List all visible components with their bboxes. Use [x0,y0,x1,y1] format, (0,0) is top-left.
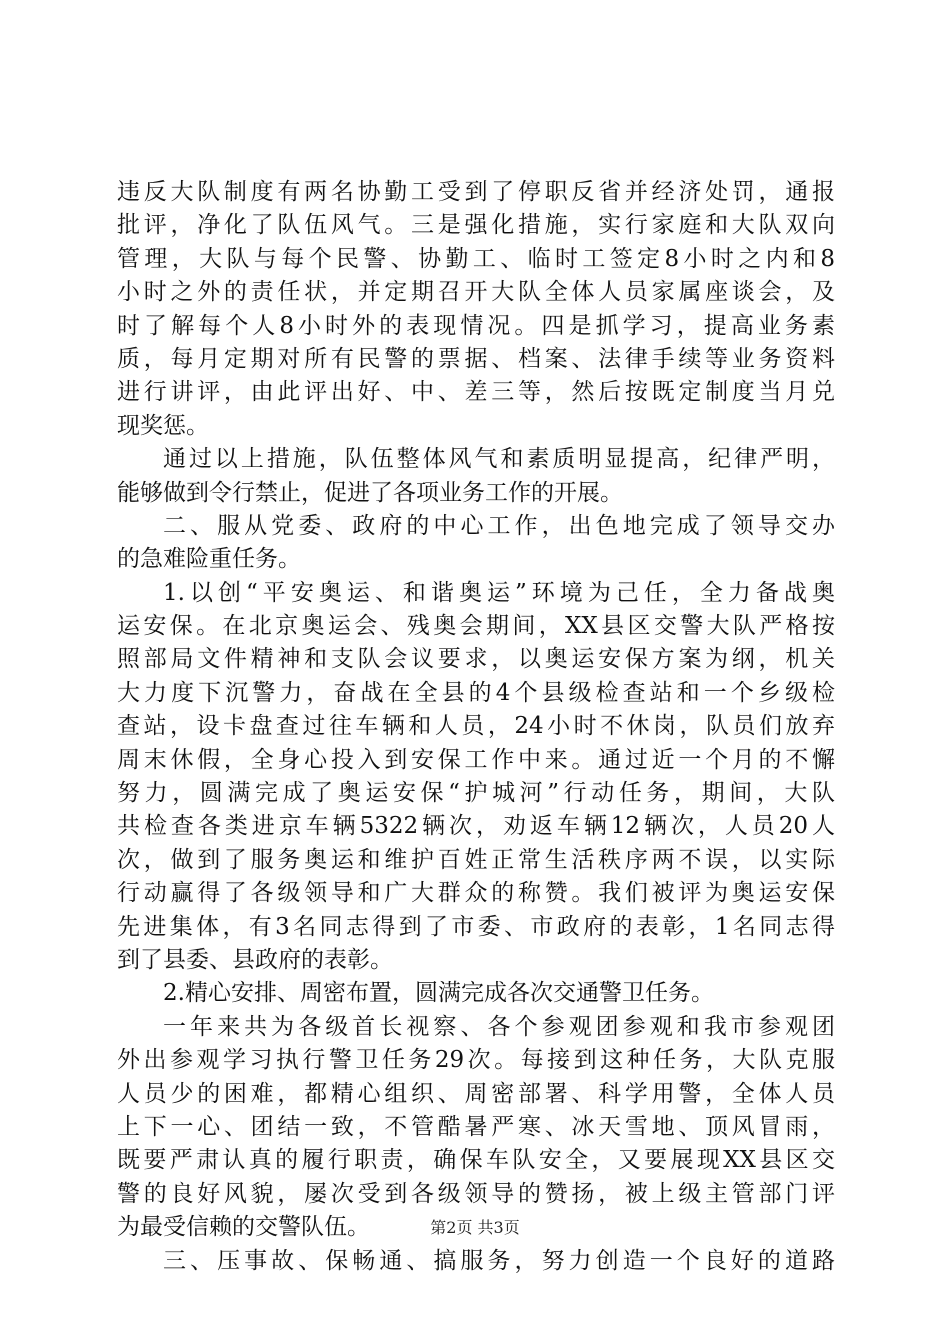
text-line: 三、压事故、保畅通、搞服务，努力创造一个良好的道路 [163,1247,835,1274]
text-line: 的急难险重任务。 [117,546,301,573]
text-line: 二、服从党委、政府的中心工作，出色地完成了领导交办 [163,512,835,539]
text-line: 次，做到了服务奥运和维护百姓正常生活秩序两不误，以实际 [117,846,835,873]
text-line: 到了县委、县政府的表彰。 [117,946,393,973]
text-line: 行动赢得了各级领导和广大群众的称赞。我们被评为奥运安保 [117,880,835,907]
text-line: 时了解每个人8小时外的表现情况。四是抓学习，提高业务素 [117,312,835,339]
text-line: 批评，净化了队伍风气。三是强化措施，实行家庭和大队双向 [117,212,835,239]
text-line: 既要严肃认真的履行职责，确保车队安全，又要展现XX县区交 [117,1147,835,1174]
text-line: 照部局文件精神和支队会议要求，以奥运安保方案为纲，机关 [117,646,835,673]
text-line: 人员少的困难，都精心组织、周密部署、科学用警，全体人员 [117,1080,835,1107]
text-line: 共检查各类进京车辆5322辆次，劝返车辆12辆次，人员20人 [117,813,835,840]
text-line: 周末休假，全身心投入到安保工作中来。通过近一个月的不懈 [117,746,835,773]
text-line: 通过以上措施，队伍整体风气和素质明显提高，纪律严明， [163,446,835,473]
document-body [117,176,835,1278]
text-line: 警的良好风貌，屡次受到各级领导的赞扬，被上级主管部门评 [117,1180,835,1207]
text-line: 质，每月定期对所有民警的票据、档案、法律手续等业务资料 [117,345,835,372]
text-line: 为最受信赖的交警队伍。 [117,1214,370,1241]
text-line: 违反大队制度有两名协勤工受到了停职反省并经济处罚，通报 [117,179,835,205]
text-line: 进行讲评，由此评出好、中、差三等，然后按既定制度当月兑 [117,379,835,406]
text-line: 上下一心、团结一致，不管酷暑严寒、冰天雪地、顶风冒雨， [117,1113,835,1140]
text-line: 外出参观学习执行警卫任务29次。每接到这种任务，大队克服 [117,1047,835,1074]
text-line: 努力，圆满完成了奥运安保“护城河”行动任务，期间，大队 [117,780,835,807]
text-line: 小时之外的责任状，并定期召开大队全体人员家属座谈会，及 [117,279,835,306]
text-line: 一年来共为各级首长视察、各个参观团参观和我市参观团 [163,1013,835,1040]
text-line: 先进集体，有3名同志得到了市委、市政府的表彰，1名同志得 [117,913,835,940]
text-line: 查站，设卡盘查过往车辆和人员，24小时不休岗，队员们放弃 [117,713,835,740]
text-line: 大力度下沉警力，奋战在全县的4个县级检查站和一个乡级检 [117,679,835,706]
text-line: 现奖惩。 [117,412,209,439]
text-line: 能够做到令行禁止，促进了各项业务工作的开展。 [117,479,623,506]
text-line: 运安保。在北京奥运会、残奥会期间，XX县区交警大队严格按 [117,613,835,640]
page-footer: 第2页 共3页 [430,1218,520,1237]
text-line: 1.以创“平安奥运、和谐奥运”环境为己任，全力备战奥 [163,579,835,606]
text-line: 管理，大队与每个民警、协勤工、临时工签定8小时之内和8 [117,245,835,272]
text-line: 2.精心安排、周密布置，圆满完成各次交通警卫任务。 [163,980,714,1007]
